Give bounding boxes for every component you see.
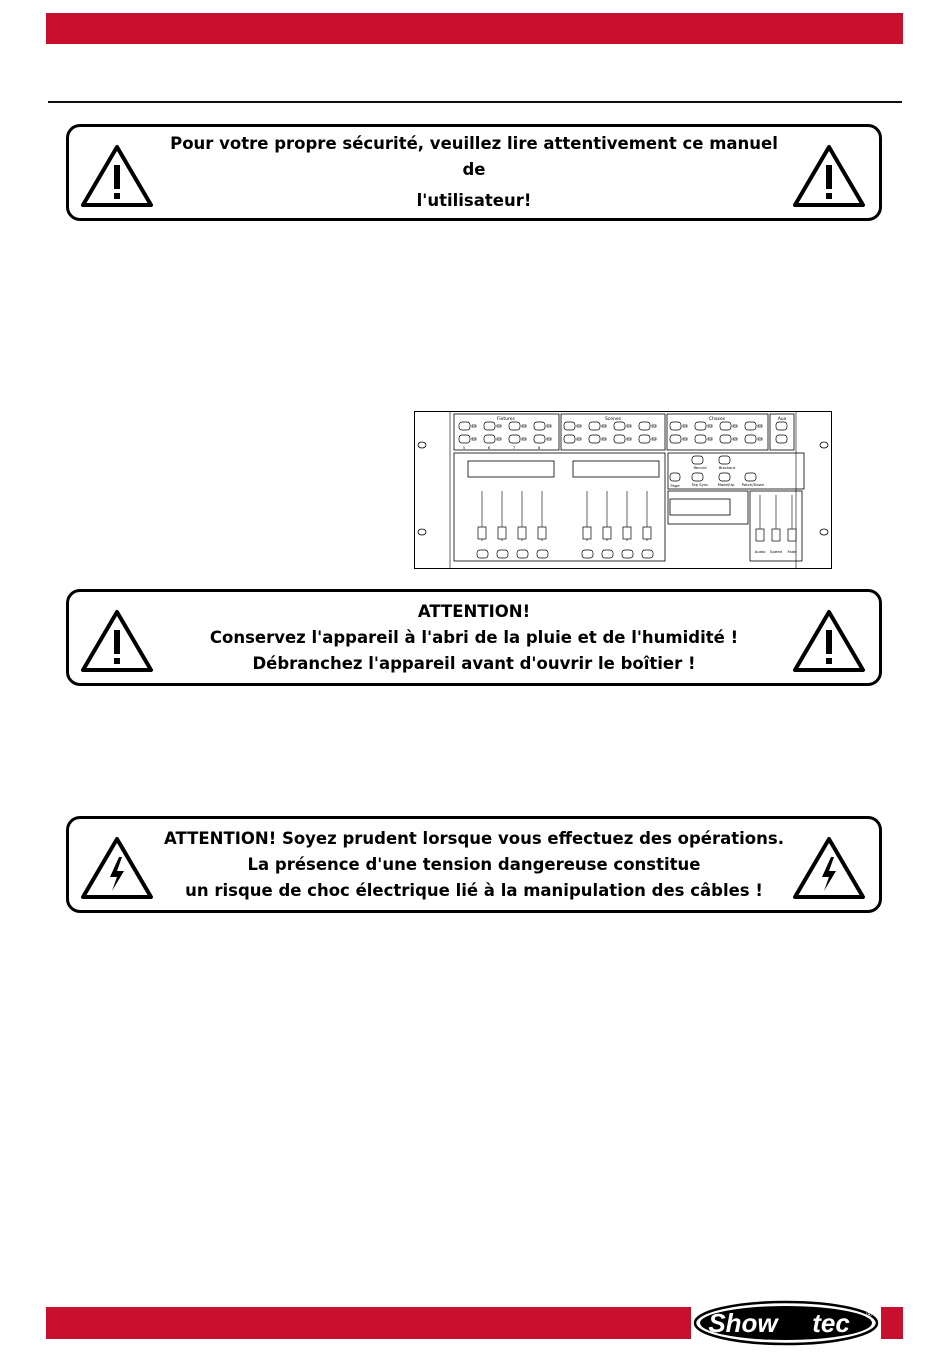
patch-down-button-label: Patch/Down bbox=[741, 482, 765, 487]
electric-warning-line-2: La présence d'une tension dangereuse constitue bbox=[247, 854, 701, 874]
electric-warning-text bbox=[159, 819, 789, 910]
exclamation-warning-icon bbox=[791, 143, 867, 209]
header-rule bbox=[48, 101, 902, 103]
moisture-warning-text bbox=[169, 592, 779, 683]
electric-warning-line-3: un risque de choc électrique lié à la manipulation des câbles ! bbox=[185, 880, 763, 900]
footer-accent-bar bbox=[46, 1307, 691, 1339]
blackout-button-label: Blackout bbox=[718, 465, 736, 470]
audio-fader-label: Audio bbox=[754, 549, 766, 554]
safety-warning-line-1: Pour votre propre sécurité, veuillez lire attentivement ce manuel de bbox=[170, 134, 778, 179]
exclamation-warning-icon bbox=[791, 608, 867, 674]
high-voltage-icon bbox=[79, 835, 155, 901]
moisture-warning-box bbox=[66, 589, 882, 686]
header-accent-bar bbox=[46, 13, 903, 44]
bank-number: 8 bbox=[537, 446, 541, 450]
bank-number: 6 bbox=[487, 446, 491, 450]
page-button-label: Page bbox=[670, 483, 680, 488]
showtec-logo bbox=[693, 1300, 879, 1346]
exclamation-warning-icon bbox=[79, 143, 155, 209]
logo-word-show: Show bbox=[708, 1308, 778, 1338]
safety-warning-box bbox=[66, 124, 882, 221]
tap-sync-button-label: Tap Sync bbox=[691, 482, 709, 487]
aux-label: Aux bbox=[777, 417, 787, 422]
electric-warning-box bbox=[66, 816, 882, 913]
exclamation-warning-icon bbox=[79, 608, 155, 674]
chases-label: Chases bbox=[708, 417, 726, 422]
moisture-warning-line-1: ATTENTION! bbox=[417, 601, 531, 621]
controller-illustration bbox=[414, 411, 832, 569]
safety-warning-line-2: l'utilisateur! bbox=[416, 191, 532, 210]
scenes-label: Scenes bbox=[604, 417, 622, 422]
speed-fader-label: Speed bbox=[770, 549, 782, 554]
electric-warning-line-1: ATTENTION! Soyez prudent lorsque vous effectuez des opérations. bbox=[164, 828, 784, 848]
registered-mark: ® bbox=[866, 1310, 872, 1319]
fixtures-label: Fixtures bbox=[497, 417, 515, 422]
bank-number: 5 bbox=[462, 446, 466, 450]
footer-accent-bar-end bbox=[881, 1307, 903, 1339]
fade-fader-label: Fade bbox=[787, 549, 797, 554]
high-voltage-icon bbox=[791, 835, 867, 901]
mode-up-button-label: Mode/Up bbox=[717, 482, 735, 487]
safety-warning-text bbox=[169, 127, 779, 218]
bank-number: 7 bbox=[512, 446, 516, 450]
record-button-label: Record bbox=[693, 465, 707, 470]
logo-word-tec: tec bbox=[812, 1308, 850, 1338]
moisture-warning-line-3: Débranchez l'appareil avant d'ouvrir le boîtier ! bbox=[252, 653, 696, 673]
moisture-warning-line-2: Conservez l'appareil à l'abri de la pluie et de l'humidité ! bbox=[209, 627, 739, 647]
